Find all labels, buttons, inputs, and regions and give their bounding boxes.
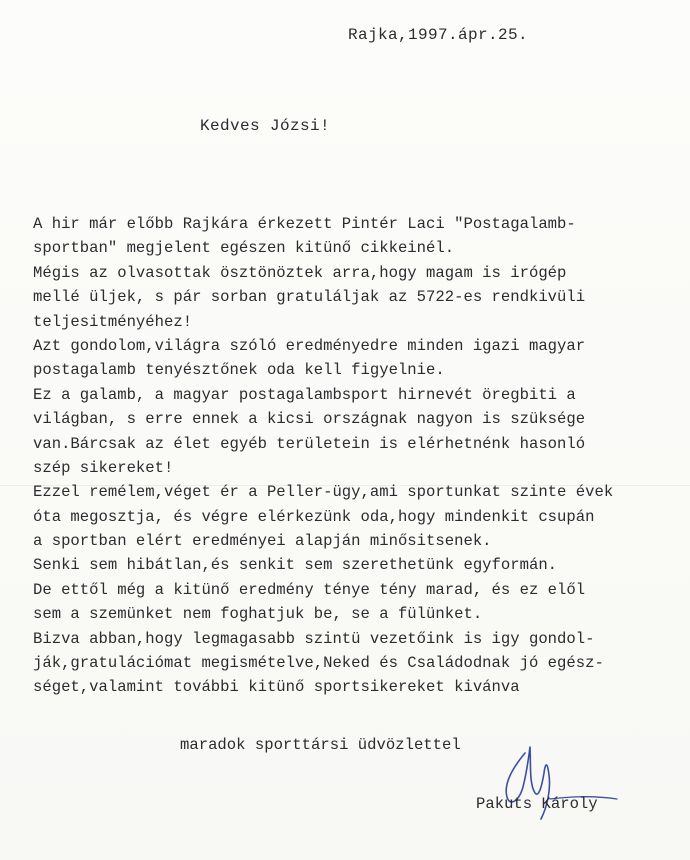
- letter-closing: maradok sporttársi üdvözlettel: [180, 736, 461, 754]
- body-line: teljesitményéhez!: [33, 312, 193, 331]
- body-line: szép sikereket!: [33, 458, 174, 477]
- body-line: ják,gratulációmat megismételve,Neked és Családodnak jó egész-: [33, 654, 604, 673]
- body-line: Mégis az olvasottak ösztönöztek arra,hogy magam is irógép: [33, 263, 567, 282]
- body-line: világban, s erre ennek a kicsi országnak nagyon is szüksége: [33, 410, 586, 429]
- body-line: Ezzel remélem,véget ér a Peller-ügy,ami sportunkat szinte évek: [33, 483, 614, 502]
- body-line: sem a szemünket nem foghatjuk be, se a fülünket.: [33, 605, 483, 624]
- body-line: Azt gondolom,világra szóló eredményedre minden igazi magyar: [33, 336, 586, 355]
- letter-body: [33, 212, 673, 700]
- body-line: séget,valamint további kitünő sportsikereket kivánva: [33, 678, 520, 697]
- body-line: postagalamb tenyésztőnek oda kell figyelnie.: [33, 361, 445, 380]
- body-line: Bizva abban,hogy legmagasabb szintü vezetőink is igy gondol-: [33, 629, 595, 648]
- body-line: mellé üljek, s pár sorban gratuláljak az 5722-es rendkivüli: [33, 288, 586, 307]
- body-line: óta megosztja, és végre elérkezünk oda,hogy mindenkit csupán: [33, 507, 595, 526]
- body-line: Ez a galamb, a magyar postagalambsport hirnevét öregbiti a: [33, 385, 576, 404]
- handwritten-signature: [495, 735, 625, 830]
- letter-salutation: Kedves Józsi!: [200, 117, 331, 135]
- body-line: van.Bárcsak az élet egyéb területein is elérhetnénk hasonló: [33, 434, 586, 453]
- body-line: De ettől még a kitünő eredmény ténye tény marad, és ez elől: [33, 580, 586, 599]
- body-line: Senki sem hibátlan,és senkit sem szerethetünk egyformán.: [33, 556, 558, 575]
- signer-name: Pakuts Károly: [476, 795, 598, 813]
- letter-date: Rajka,1997.ápr.25.: [348, 26, 529, 44]
- body-line: A hir már előbb Rajkára érkezett Pintér Laci "Postagalamb-: [33, 215, 576, 233]
- body-line: sportban" megjelent egészen kitünő cikkeinél.: [33, 239, 455, 258]
- body-line: a sportban elért eredményei alapján minősitsenek.: [33, 532, 492, 551]
